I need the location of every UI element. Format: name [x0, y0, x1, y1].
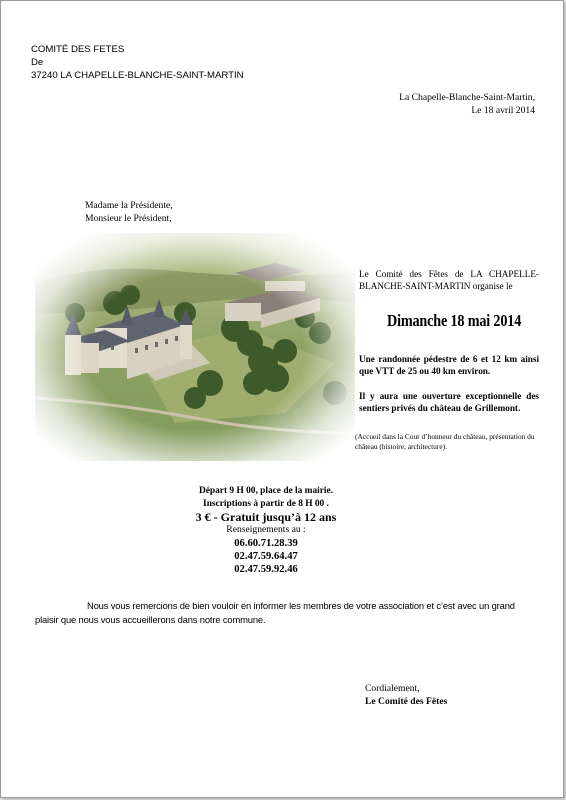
- chateau-aerial-photo: [35, 233, 355, 461]
- accueil-note: (Accueil dans la Cour d’honneur du château, présentation du château (histoire, architecture).: [355, 432, 535, 451]
- event-date: Dimanche 18 mai 2014: [387, 311, 522, 330]
- phone-list: [121, 537, 411, 577]
- sender-de: De: [31, 57, 44, 68]
- schedule-block: [121, 485, 411, 510]
- salutation-line-2: Monsieur le Président,: [85, 213, 172, 224]
- thanks-paragraph: Nous vous remercions de bien vouloir en informer les membres de votre association et c’est avec un grand plaisir que nous vous accueillerons dans notre commune.: [35, 600, 515, 625]
- date: Le 18 avril 2014: [471, 105, 535, 116]
- sender-name: COMITÉ DES FETES: [31, 44, 125, 55]
- phone-number: 06.60.71.28.39: [234, 538, 298, 549]
- intro-text: Le Comité des Fêtes de LA CHAPELLE-BLANCHE-SAINT-MARTIN organise le: [359, 269, 539, 292]
- place-date-block: [399, 91, 535, 117]
- price-line: 3 € - Gratuit jusqu’à 12 ans: [195, 510, 337, 524]
- depart-line: Départ 9 H 00, place de la mairie.: [198, 486, 334, 496]
- sender-block: [31, 43, 244, 82]
- salutation-line-1: Madame la Présidente,: [85, 200, 173, 211]
- phone-number: 02.47.59.64.47: [234, 551, 298, 563]
- phone-number: 02.47.59.92.46: [234, 564, 298, 576]
- closing-signature: Le Comité des Fêtes: [365, 696, 448, 707]
- closing-block: [365, 682, 447, 708]
- renseignements-label: Renseignements au :: [226, 524, 306, 535]
- salutation: [85, 199, 173, 225]
- closing-greeting: Cordialement,: [365, 683, 420, 694]
- grillemont-text: Il y aura une ouverture exceptionnelle des sentiers privés du château de Grillemont.: [359, 391, 539, 414]
- randonnee-text: Une randonnée pédestre de 6 et 12 km ainsi que VTT de 25 ou 40 km environ.: [359, 354, 539, 377]
- place: La Chapelle-Blanche-Saint-Martin,: [399, 92, 535, 103]
- sender-address: 37240 LA CHAPELLE-BLANCHE-SAINT-MARTIN: [31, 70, 244, 81]
- inscriptions-line: Inscriptions à partir de 8 H 00 .: [203, 498, 329, 509]
